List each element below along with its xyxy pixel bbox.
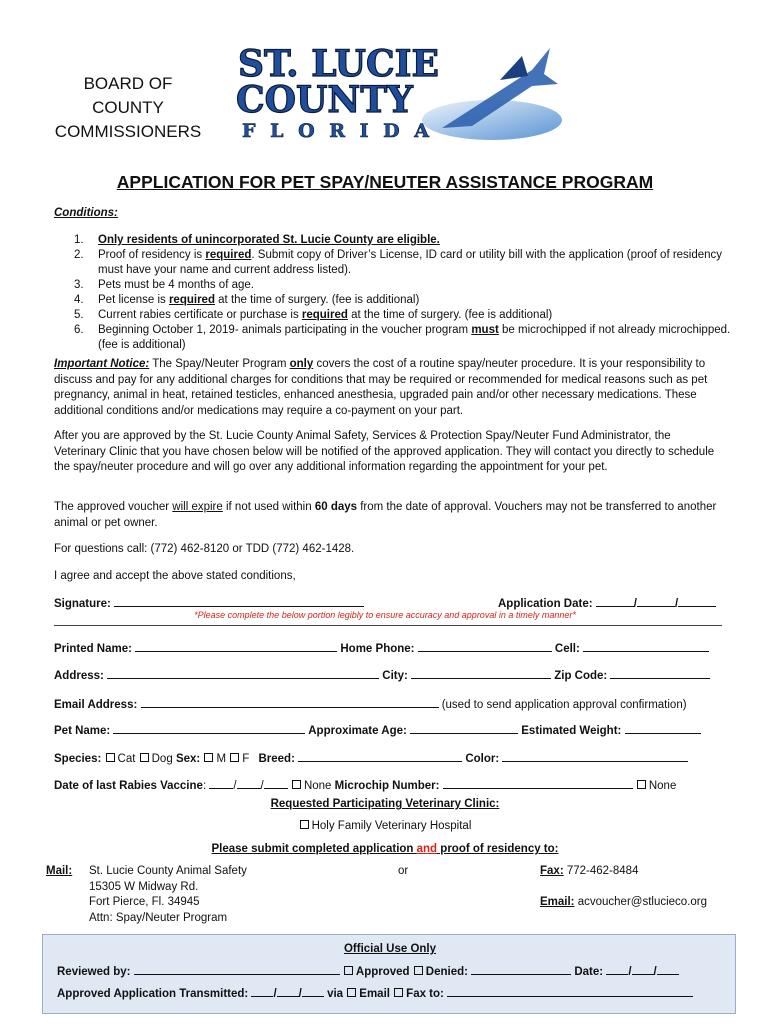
signature-row	[54, 595, 722, 610]
printed-name-field[interactable]	[135, 640, 337, 652]
condition-item: 6. Beginning October 1, 2019- animals participating in the voucher program must be microchipped if not already microchipped. (fee is additional)	[74, 324, 731, 351]
via-fax-checkbox[interactable]	[394, 988, 403, 997]
board-line-1: BOARD OF	[83, 74, 173, 93]
condition-item: 4. Pet license is required at the time of surgery. (fee is additional)	[74, 294, 420, 306]
rabies-day-field[interactable]	[237, 777, 261, 789]
official-date-day-field[interactable]	[632, 963, 654, 975]
app-date-year-field[interactable]	[678, 595, 716, 607]
approval-paragraph: After you are approved by the St. Lucie County Animal Safety, Services & Protection Spay/Neuter Fund Administrator, the Veterinary Clinic that you have chosen below will be notified of the approved application. They will contact you directly to schedule the spay/neuter procedure and will go over any additional information regarding the appointment for your pet.	[54, 430, 715, 473]
logo-word-st-lucie: ST. LUCIE	[238, 43, 439, 85]
reviewed-by-field[interactable]	[134, 963, 340, 975]
conditions-heading: Conditions:	[54, 207, 118, 219]
or-text: or	[398, 865, 409, 877]
rabies-month-field[interactable]	[209, 777, 233, 789]
official-date-year-field[interactable]	[657, 963, 679, 975]
sex-male-checkbox[interactable]	[204, 753, 213, 762]
application-date-label: Application Date:	[498, 598, 593, 610]
zip-code-field[interactable]	[610, 667, 710, 679]
form-title: APPLICATION FOR PET SPAY/NEUTER ASSISTANCE PROGRAM	[116, 172, 654, 192]
logo-word-florida: F L O R I D A	[242, 120, 433, 142]
microchip-number-field[interactable]	[443, 777, 633, 789]
conditions-list	[74, 233, 734, 353]
official-use-title: Official Use Only	[343, 943, 437, 955]
row-species: Species: Cat Dog Sex: M F Breed: Color:	[54, 750, 722, 765]
app-date-day-field[interactable]	[637, 595, 675, 607]
rabies-none-checkbox[interactable]	[292, 780, 301, 789]
species-dog-checkbox[interactable]	[140, 753, 149, 762]
email-info: Email: acvoucher@stlucieco.org	[540, 896, 708, 908]
city-field[interactable]	[411, 667, 551, 679]
application-date: Application Date: / /	[498, 595, 716, 610]
rabies-year-field[interactable]	[264, 777, 288, 789]
sex-female-checkbox[interactable]	[230, 753, 239, 762]
denied-reason-field[interactable]	[471, 963, 571, 975]
official-transmit-row: Approved Application Transmitted: / / via Email Fax to:	[57, 985, 727, 1000]
fax-to-field[interactable]	[447, 985, 693, 997]
transmit-year-field[interactable]	[302, 985, 324, 997]
board-of-commissioners	[40, 72, 216, 144]
voucher-email-link[interactable]: acvoucher@stlucieco.org	[574, 896, 708, 908]
board-line-2: COUNTY	[92, 98, 164, 117]
signature-field[interactable]	[114, 595, 364, 607]
row-address: Address: City: Zip Code:	[54, 667, 722, 682]
row-rabies-microchip: Date of last Rabies Vaccine: / / None Microchip Number: None	[54, 777, 722, 792]
submit-instructions: Please submit completed application and proof of residency to:	[211, 843, 559, 855]
signature-label: Signature:	[54, 598, 111, 610]
condition-item: 1. Only residents of unincorporated St. Lucie County are eligible.	[74, 234, 440, 246]
approved-checkbox[interactable]	[344, 966, 353, 975]
official-use-box	[42, 934, 736, 1014]
estimated-weight-field[interactable]	[625, 722, 701, 734]
condition-item: 2. Proof of residency is required. Submit copy of Driver’s License, ID card or utility bill with the application (proof of residency must have your name and current address listed).	[74, 249, 723, 276]
section-divider	[54, 625, 722, 626]
home-phone-field[interactable]	[418, 640, 552, 652]
denied-checkbox[interactable]	[414, 966, 423, 975]
clinic-option-label: Holy Family Veterinary Hospital	[311, 820, 472, 832]
color-field[interactable]	[502, 750, 688, 762]
pet-name-field[interactable]	[113, 722, 305, 734]
clinic-option	[0, 820, 770, 832]
board-line-3: COMMISSIONERS	[54, 122, 202, 141]
app-date-month-field[interactable]	[596, 595, 634, 607]
fax-info: Fax: 772-462-8484	[540, 865, 639, 877]
email-address-field[interactable]	[141, 696, 439, 708]
microchip-none-checkbox[interactable]	[637, 780, 646, 789]
mail-label: Mail:	[46, 865, 73, 877]
row-email: Email Address: (used to send application approval confirmation)	[54, 696, 722, 711]
questions-line: For questions call: (772) 462-8120 or TDD (772) 462-1428.	[54, 543, 355, 555]
important-notice: Important Notice: The Spay/Neuter Program only covers the cost of a routine spay/neuter procedure. It is your responsibility to discuss and pay for any additional charges for conditions that may be required or recommended for medical reasons such as pet pregnancy, animal in heat, retained testicles, enhanced anesthesia, upgraded pain and/or other necessary medications. These additional conditions and/or medications may require a co-payment on your part.	[54, 358, 708, 417]
transmit-day-field[interactable]	[277, 985, 299, 997]
species-cat-checkbox[interactable]	[106, 753, 115, 762]
clinic-heading: Requested Participating Veterinary Clinic:	[270, 798, 500, 810]
mail-address: St. Lucie County Animal Safety 15305 W Midway Rd. Fort Pierce, Fl. 34945 Attn: Spay/Neuter Program	[89, 865, 247, 924]
official-review-row: Reviewed by: Approved Denied: Date: / /	[57, 963, 727, 978]
official-date-month-field[interactable]	[606, 963, 628, 975]
address-field[interactable]	[107, 667, 379, 679]
voucher-paragraph: The approved voucher will expire if not used within 60 days from the date of approval. Vouchers may not be transferred to another animal or pet owner.	[54, 501, 717, 529]
legibility-note: *Please complete the below portion legibly to ensure accuracy and approval in a timely manner*	[194, 610, 576, 620]
st-lucie-county-logo	[232, 40, 562, 148]
condition-item: 3. Pets must be 4 months of age.	[74, 279, 254, 291]
logo-word-county: COUNTY	[236, 79, 413, 121]
row-pet: Pet Name: Approximate Age: Estimated Weight:	[54, 722, 722, 737]
agree-line: I agree and accept the above stated conditions,	[54, 570, 296, 582]
cell-phone-field[interactable]	[583, 640, 709, 652]
transmit-month-field[interactable]	[251, 985, 273, 997]
clinic-holy-family-checkbox[interactable]	[300, 820, 309, 829]
condition-item: 5. Current rabies certificate or purchase is required at the time of surgery. (fee is additional)	[74, 309, 553, 321]
breed-field[interactable]	[298, 750, 462, 762]
row-name-phone: Printed Name: Home Phone: Cell:	[54, 640, 722, 655]
via-email-checkbox[interactable]	[347, 988, 356, 997]
approximate-age-field[interactable]	[410, 722, 518, 734]
